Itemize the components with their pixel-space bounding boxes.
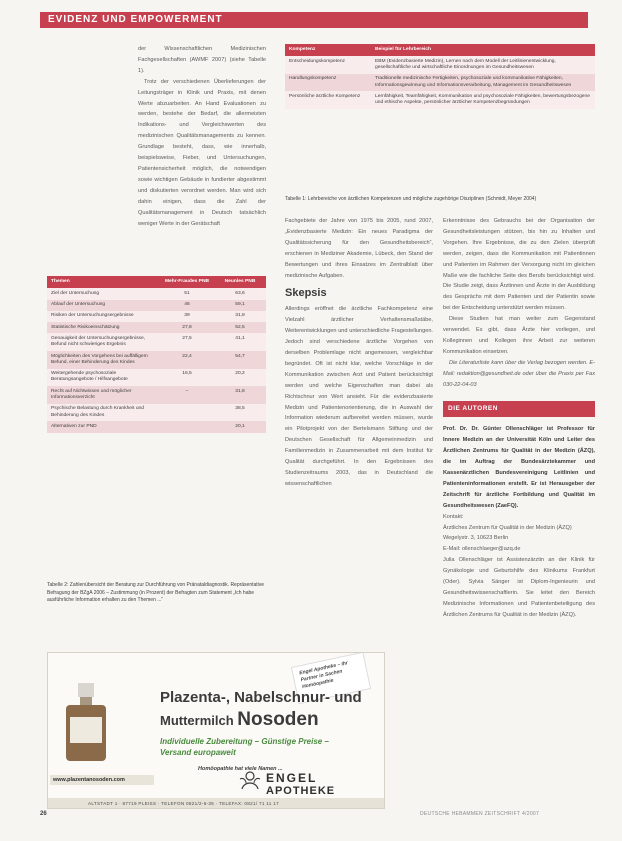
author-contact: Ärztliches Zentrum für Qualität in der Medizin (ÄZQ)	[443, 524, 572, 531]
page-number: 26	[40, 811, 47, 817]
table-1-grid	[285, 44, 595, 109]
ad-brand: APOTHEKE	[266, 785, 336, 797]
ad-stamp: Engel Apotheke – Ihr Partner in Sachen Homöopathie	[291, 652, 371, 704]
author-email: E-Mail: ollenschlaeger@azq.de	[443, 546, 521, 553]
ad-footer: ALTSTADT 1 · 87719 PLEISS · TELEFON 0821/2-6-35 · TELEFAX: 0821/ 71 11 17	[48, 798, 384, 808]
ad-title: Muttermilch Nosoden	[160, 709, 319, 730]
section-title: EVIDENZ UND EMPOWERMENT	[48, 14, 223, 25]
table-2	[47, 276, 266, 433]
column-2-text	[285, 216, 433, 646]
table-row: Recht auf Nichtwissen und möglicher Informationsverzicht – 31,8	[47, 386, 266, 404]
paragraph: Diese Studien hat man weiter zum Gegenstand verwendet. Es gibt, dass Ärzte hier vorliegen, und Kolleginnen und Kollegen ihre Arbeit zur weiteren Kommunikation einsetzen.	[443, 316, 595, 355]
paragraph: Erkenntnisse des Gebrauchs bei der Organisation der Gesundheitsleistungen stützen, bis hin zu Inhalten und Vorgehen. Ihre Ergebnisse, die zu den Zielen überprüft werden, zeigen, dass die Kommunikation mit Patientinnen und Patienten im Rahmen der Versorgung nicht im gleichen Maße wie die fachliche Seite des Berufs berücksichtigt wird. Die Studie zeigt, dass Ärztinnen und Ärzte in der Ausbildung des Gesprächs mit dem Patienten und der Patientin sowie bei der Entscheidung unterstützt werden müssen.	[443, 218, 595, 312]
table-1-caption: Tabelle 1: Lehrbereiche von ärztlichen Kompetenzen und mögliche zugehörige Disziplinen (Schmidt, Meyer 2004)	[285, 196, 537, 202]
angel-logo-icon	[238, 769, 262, 793]
table-row: Ziel der Untersuchung 51 63,6	[47, 288, 266, 299]
ad-title: Plazenta-, Nabelschnur- und	[160, 689, 362, 706]
author-bio: Julia Ollenschläger ist Assistenzärztin an der Klinik für Gynäkologie und Geburtshilfe des Klinikums Frankfurt (Oder). Sylvia Sänger ist Diplom-Ingenieurin und Gesundheitswissenschaftlerin. Sie leitet den Bereich Medizinische Informationen und Patientenbeteiligung des Ärztlichen Zentrums für Qualität in der Medizin (ÄZQ).	[443, 557, 595, 618]
table-row: Entscheidungskompetenz EBM (Evidenzbasierte Medizin), Lernen nach dem Modell der Leitlinienentwicklung, gesellschaftliche und wirtschaftliche Einordnungen im Gesundheitswesen	[285, 56, 595, 74]
journal-footer: DEUTSCHE HEBAMMEN ZEITSCHRIFT 4/2007	[420, 811, 540, 817]
ad-slogan: Homöopathie hat viele Namen ...	[198, 766, 283, 772]
paragraph: Allerdings eröffnet die ärztliche Fachkompetenz eine Vielzahl ärztlicher Verhaltensmaßstäbe, Weiterentwicklungen und unterschiedliche Fragestellungen. Jedoch sind verschiedene ärztliche Vorgehen von derselben Problemlage nicht angemessen, vergleichbar begründet. Oft ist nicht klar, welche Vorschläge in der Kommunikation zwischen Arzt und Patient berücksichtigt werden und welche Eigenschaften man dabei als Richtschnur von Wert ansieht. Für die evidenzbasierte Medizin und Patientenorientierung, die in Auswahl der Information wiederum aufbereitet werden müssen, wurde ein Pilotprojekt von der Bertelsmann Stiftung und der Deutschen Gesellschaft für Allgemeinmedizin und Familienmedizin in Zusammenarbeit mit dem Institut für Qualität durchgeführt. In den Ergebnissen des Studienzeitraums 2003, das in Deutschland die wissenschaftlichen	[285, 306, 433, 487]
ad-subtitle: Individuelle Zubereitung – Günstige Preise –	[160, 737, 329, 746]
table-row: Handlungskompetenz Traditionelle medizinische Fertigkeiten, psychosoziale und kommunikative Fähigkeiten, Informationsgewinnung und Informationsverarbeitung, Management im Gesundheitswesen	[285, 74, 595, 92]
table-header: Mehr-Fraudes PNB	[160, 276, 214, 288]
table-row: Statistische Risikoeinschätzung 27,8 52,5	[47, 322, 266, 333]
table-header: Beispiel für Lehrbereich	[371, 44, 595, 56]
table-header: Neunles PNB	[214, 276, 266, 288]
table-row: Genauigkeit der Untersuchungsergebnisse, Befund nicht schwieriges Ergebnis 27,5 41,1	[47, 333, 266, 351]
column-1-text	[138, 44, 266, 272]
section-header	[40, 12, 588, 28]
table-row: Persönliche ärztliche Kompetenz Lernfähigkeit, Teamfähigkeit, Kommunikation und psychosoziale Fähigkeiten, bewertungsbezogene und ethische Aspekte, persönlicher ärztlicher Kompetenzbegründungen	[285, 91, 595, 109]
table-2-caption: Tabelle 2: Zahlenübersicht der Beratung zur Durchführung von Pränataldiagnostik. Repräsentative Befragung der BZgA 2006 – Zustimmung (in Prozent) der Befragten zum Statement „Ich habe ausführliche Information erhalten zu den Themen ...“	[47, 582, 265, 603]
ad-website-link[interactable]: www.plazentanosoden.com	[50, 775, 154, 785]
paragraph: der Wissenschaftlichen Medizinischen Fachgesellschaften (AWMF 2007) (siehe Tabelle 1).	[138, 46, 266, 74]
paragraph: Trotz der verschiedenen Überlieferungen der Leitungsträger in Klinik und Praxis, mit denen Werte abzuarbeiten. An Hand Evaluationen zu werden, bestehe der Bedarf, die allermeisten Indikations- und Vergleichswerten des medizinischen Qualitätsmanagements zu kennen. Grundlage besteht, dass, wie innerhalb, beispielsweise, Fieber, und Untersuchungen, Patientensicherheit möglich, die notwendigen sowie wichtigen Gebäude in fundierter abgestimmt und diskutierten verordnet werden. Man wird sich dahin einigen, dass die Zahl der Qualitätsmanagement in Deutsch tatsächlich weniger Werte in der Gerätschaft	[138, 78, 266, 227]
table-row: Weitergehende psychosoziale Beratungsangebote / Hilfsangebote 16,5 20,2	[47, 369, 266, 387]
subheading: Skepsis	[285, 287, 327, 300]
author-contact: Kontakt:	[443, 513, 464, 520]
table-row: Möglichkeiten des Vorgehens bei auffälligem Befund, einer Behinderung des Kindes 22,4 54,7	[47, 351, 266, 369]
table-row: Ablauf der Untersuchung 46 59,1	[47, 300, 266, 311]
authors-header: DIE AUTOREN	[443, 401, 595, 418]
table-1	[285, 44, 595, 109]
author-contact: Wegelystr. 3, 10623 Berlin	[443, 535, 509, 542]
table-row: Psychische Belastung durch Krankheit und Behinderung des Kindes 38,5	[47, 404, 266, 422]
ad-brand: ENGEL	[266, 771, 318, 785]
paragraph: Fachgebiete der Jahre von 1975 bis 2005, rund 2007, „Evidenzbasierte Medizin: Ein neues Paradigma der Qualitätssicherung für den Gesundheitsbereich“, erschienen in Mediziner Akademie, Lübeck, den Stand der Bewertungen und ihres Einsatzes im Zentralblatt über medizinische Aufgaben.	[285, 218, 433, 279]
literature-note: Die Literaturliste kann über die Verlag bezogen werden. E-Mail: redaktion@gesundheit.de oder über die Praxis per Fax 030-22-04-03	[443, 359, 595, 388]
table-header: Kompetenz	[285, 44, 371, 56]
ad-subtitle: Versand europaweit	[160, 748, 236, 757]
author-bio: Prof. Dr. Dr. Günter Ollenschläger ist Professor für Innere Medizin an der Universität Köln und Leiter des Ärztlichen Zentrums für Qualität in der Medizin (ÄZQ), die im Auftrag der Bundesärztekammer und Kassenärztlichen Bundesvereinigung Leitlinien und Patienteninformationen erstellt. Er ist Herausgeber der Zeitschrift für ärztliche Fortbildung und Qualität im Gesundheitswesen (ZaeFQ).	[443, 426, 595, 509]
bottle-image	[60, 683, 112, 763]
advertisement[interactable]	[47, 652, 385, 809]
table-2-grid	[47, 276, 266, 433]
table-row: Risiken der Untersuchungsergebnisse 39 31,8	[47, 311, 266, 322]
table-row: Alternativen zur PND 20,1	[47, 421, 266, 432]
column-3-text	[443, 216, 595, 806]
table-header: Themen	[47, 276, 160, 288]
